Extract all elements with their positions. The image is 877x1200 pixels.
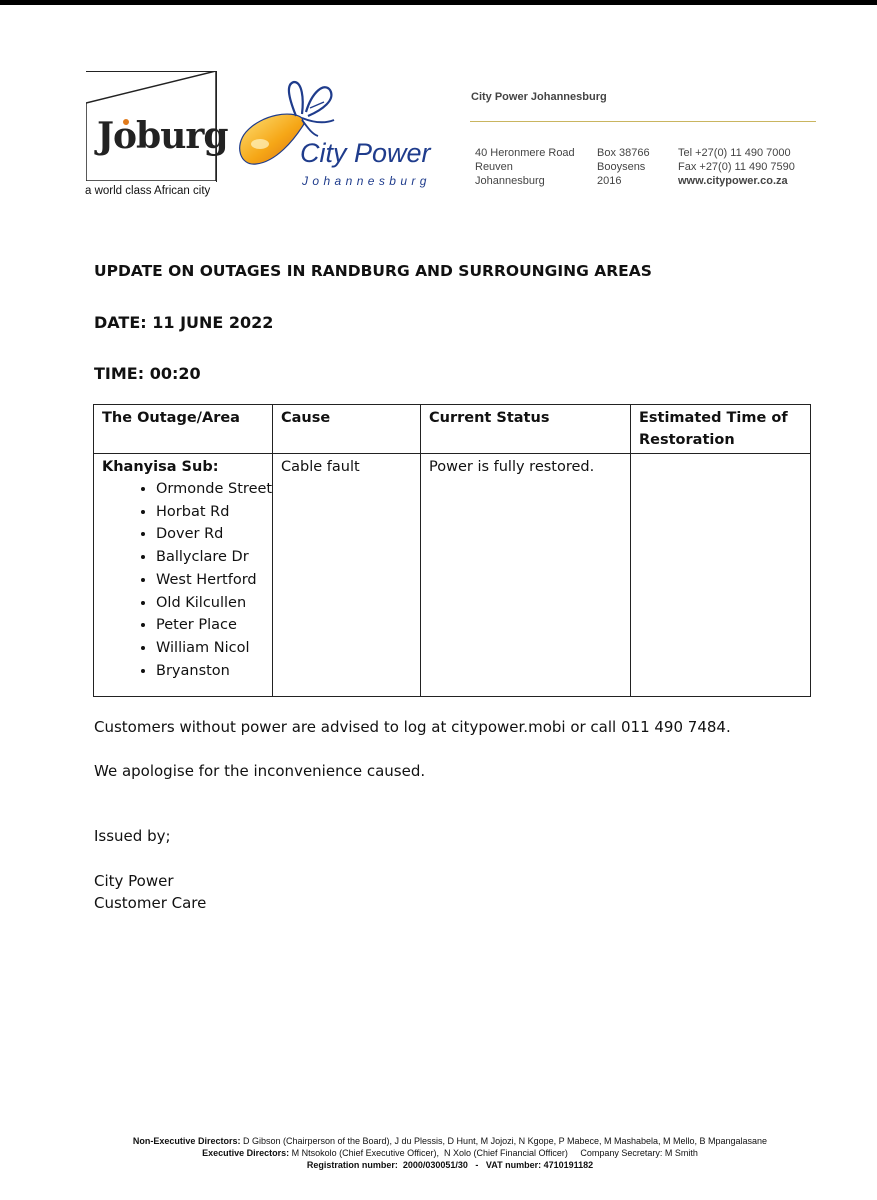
status-cell <box>421 454 631 697</box>
list-item: • Dover Rd <box>156 523 264 546</box>
list-item: • Horbat Rd <box>156 501 264 524</box>
status-text: Power is fully restored. <box>429 459 595 475</box>
table-header-row <box>94 405 811 454</box>
website-link[interactable]: www.citypower.co.za <box>678 174 788 187</box>
outage-table <box>93 404 811 697</box>
box-line: 2016 <box>597 174 622 187</box>
etr-cell <box>631 454 811 697</box>
list-item: • West Hertford <box>156 569 264 592</box>
letterhead-contact <box>678 147 795 188</box>
apology-text: We apologise for the inconvenience caused. <box>94 762 426 780</box>
footer <box>60 1135 840 1171</box>
letterhead-divider <box>470 121 816 122</box>
footer-exec <box>60 1147 840 1159</box>
address-line: Reuven <box>475 160 513 173</box>
address-line: 40 Heronmere Road <box>475 147 575 159</box>
notice-title: UPDATE ON OUTAGES IN RANDBURG AND SURROUNGING AREAS <box>94 262 652 280</box>
header-etr: Estimated Time of Restoration <box>631 405 811 454</box>
list-item: • Ormonde Street <box>156 478 264 501</box>
box-line: Box 38766 <box>597 147 650 159</box>
table-row <box>94 454 811 697</box>
advice-text: Customers without power are advised to log at citypower.mobi or call 011 490 7484. <box>94 718 731 736</box>
cause-text: Cable fault <box>281 459 360 475</box>
header-cause: Cause <box>273 405 421 454</box>
list-item: • Bryanston <box>156 660 264 683</box>
letterhead-address <box>475 147 575 188</box>
signoff-org: City Power <box>94 872 174 890</box>
area-cell <box>94 454 273 697</box>
header-status: Current Status <box>421 405 631 454</box>
tel-line: Tel +27(0) 11 490 7000 <box>678 147 791 159</box>
joburg-tagline: a world class African city <box>85 185 211 197</box>
address-line: Johannesburg <box>475 174 545 187</box>
notice-date: DATE: 11 JUNE 2022 <box>94 313 274 332</box>
substation-name: Khanyisa Sub: <box>102 459 219 475</box>
affected-areas-list <box>102 478 273 682</box>
notice-time: TIME: 00:20 <box>94 364 201 383</box>
fax-line: Fax +27(0) 11 490 7590 <box>678 160 795 173</box>
signoff-dept: Customer Care <box>94 894 207 912</box>
city-power-logo-sub: Johannesburg <box>302 174 431 188</box>
list-item: • Ballyclare Dr <box>156 546 264 569</box>
top-border <box>0 0 877 5</box>
joburg-logo-wordmark: Joburg <box>97 115 228 157</box>
footer-non-exec <box>60 1135 840 1147</box>
list-item: • William Nicol <box>156 637 264 660</box>
letterhead-box <box>597 147 650 188</box>
footer-registration: Registration number: 2000/030051/30 - VAT number: 4710191182 <box>306 1160 594 1170</box>
city-power-logo-name: City Power <box>300 138 431 168</box>
exec-label: Executive Directors: <box>202 1148 290 1158</box>
list-item: • Peter Place <box>156 614 264 637</box>
issued-by-label: Issued by; <box>94 827 171 845</box>
box-line: Booysens <box>597 160 646 173</box>
header-area: The Outage/Area <box>94 405 273 454</box>
letterhead-company: City Power Johannesburg <box>471 91 607 103</box>
signoff <box>94 870 206 914</box>
list-item: • Old Kilcullen <box>156 592 264 615</box>
non-exec-names: D Gibson (Chairperson of the Board), J du Plessis, D Hunt, M Jojozi, N Kgope, P Mabece, M Mashabela, M Mello, B Mpangalasane <box>242 1136 768 1146</box>
cause-cell <box>273 454 421 697</box>
non-exec-label: Non-Executive Directors: <box>132 1136 241 1146</box>
exec-names: M Ntsokolo (Chief Executive Officer), N Xolo (Chief Financial Officer) Company Secretary: M Smith <box>291 1148 698 1158</box>
